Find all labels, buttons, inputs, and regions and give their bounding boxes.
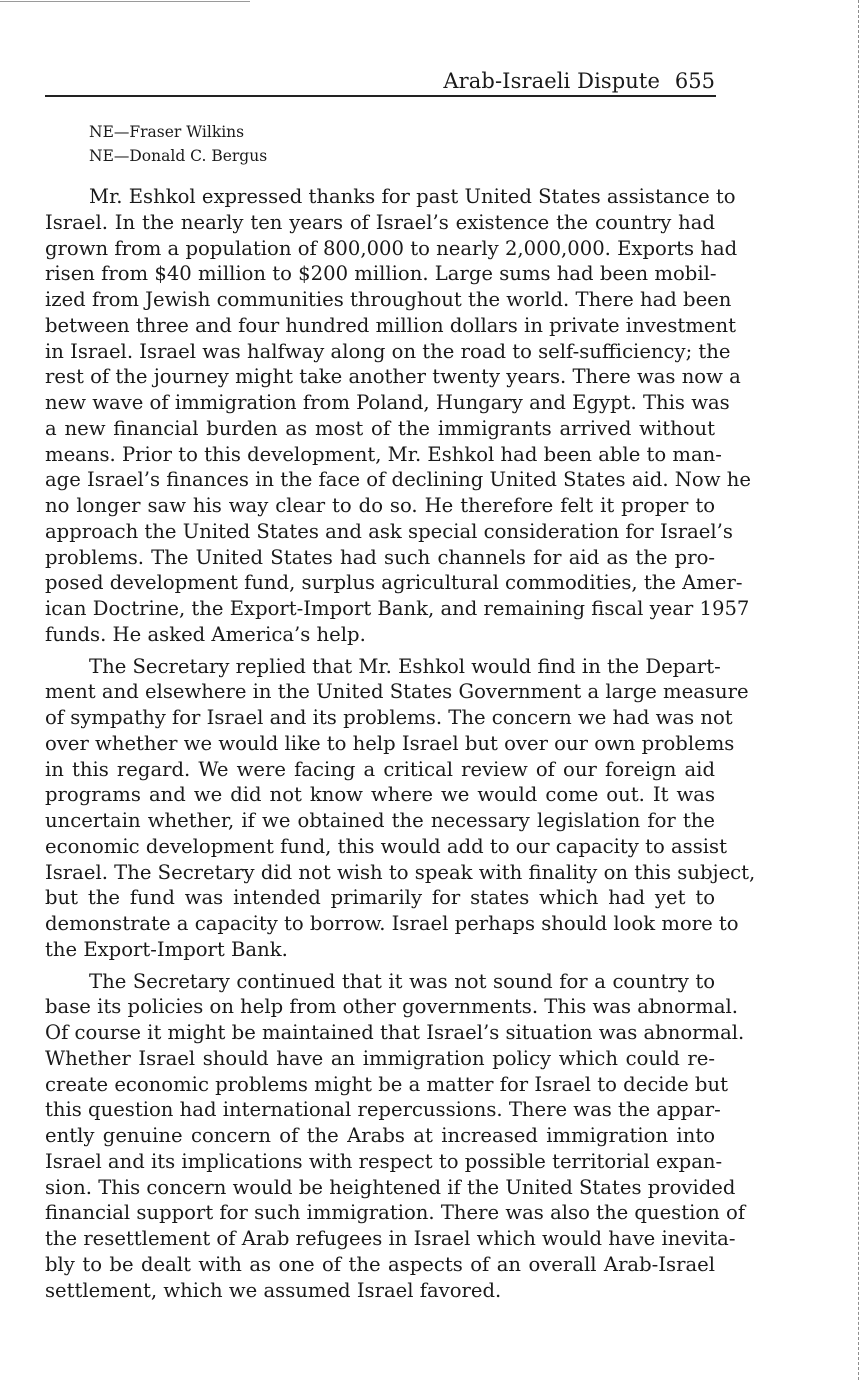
text-line: a new financial burden as most of the immigrants arrived without xyxy=(45,416,715,440)
text-line: approach the United States and ask special consideration for Israel’s xyxy=(45,519,733,543)
text-line: The Secretary continued that it was not sound for a country to xyxy=(89,969,715,993)
distribution-entry: NE—Donald C. Bergus xyxy=(89,147,268,165)
text-line: uncertain whether, if we obtained the necessary legislation for the xyxy=(45,809,715,832)
text-line: Of course it might be maintained that Israel’s situation was abnormal. xyxy=(45,1021,745,1044)
text-line: but the fund was intended primarily for states which had yet to xyxy=(45,886,715,910)
text-line: the Export-Import Bank. xyxy=(45,937,288,961)
text-line: sion. This concern would be heightened if the United States provided xyxy=(45,1175,736,1199)
text-line: this question had international repercussions. There was the appar- xyxy=(45,1098,721,1122)
distribution-list xyxy=(89,120,267,168)
text-line: the resettlement of Arab refugees in Israel which would have inevita- xyxy=(45,1227,736,1250)
text-line: bly to be dealt with as one of the aspects of an overall Arab-Israel xyxy=(45,1252,715,1276)
text-line: risen from $40 million to $200 million. Large sums had been mobil- xyxy=(45,262,717,286)
text-line: ently genuine concern of the Arabs at increased immigration into xyxy=(45,1124,715,1147)
running-head xyxy=(45,66,716,97)
text-line: ment and elsewhere in the United States Government a large measure xyxy=(45,680,749,704)
text-line: programs and we did not know where we would come out. It was xyxy=(45,783,715,807)
body-text xyxy=(45,184,756,1303)
text-line: means. Prior to this development, Mr. Eshkol had been able to man- xyxy=(45,442,722,466)
text-line: demonstrate a capacity to borrow. Israel perhaps should look more to xyxy=(45,912,739,935)
text-line: economic development fund, this would add to our capacity to assist xyxy=(45,834,727,858)
paragraph xyxy=(45,969,746,1304)
text-line: age Israel’s finances in the face of declining United States aid. Now he xyxy=(45,468,751,492)
text-line: settlement, which we assumed Israel favored. xyxy=(45,1278,502,1302)
text-line: in this regard. We were facing a critical review of our foreign aid xyxy=(45,757,715,781)
paragraph xyxy=(45,654,756,963)
text-line: over whether we would like to help Israel but over our own problems xyxy=(45,731,735,755)
text-line: Israel. In the nearly ten years of Israel’s existence the country had xyxy=(45,210,715,234)
text-line: ican Doctrine, the Export-Import Bank, and remaining fiscal year 1957 xyxy=(45,597,750,620)
distribution-entry: NE—Fraser Wilkins xyxy=(89,123,245,141)
text-line: base its policies on help from other governments. This was abnormal. xyxy=(45,995,739,1019)
text-line: Israel and its implications with respect to possible territorial expan- xyxy=(45,1149,723,1173)
text-line: create economic problems might be a matter for Israel to decide but xyxy=(45,1072,728,1096)
paragraph xyxy=(45,184,751,648)
text-line: ized from Jewish communities throughout the world. There had been xyxy=(45,288,732,311)
text-line: no longer saw his way clear to do so. He therefore felt it proper to xyxy=(45,494,715,517)
text-line: of sympathy for Israel and its problems. The concern we had was not xyxy=(45,706,733,729)
text-line: Israel. The Secretary did not wish to speak with finality on this subject, xyxy=(45,860,756,884)
text-line: rest of the journey might take another twenty years. There was now a xyxy=(45,365,741,389)
text-line: new wave of immigration from Poland, Hungary and Egypt. This was xyxy=(45,391,730,414)
text-line: posed development fund, surplus agricultural commodities, the Amer- xyxy=(45,571,743,595)
text-line: financial support for such immigration. There was also the question of xyxy=(45,1201,746,1225)
text-line: The Secretary replied that Mr. Eshkol would find in the Depart- xyxy=(89,654,721,678)
text-line: funds. He asked America’s help. xyxy=(45,622,366,646)
running-head-title: Arab-Israeli Dispute xyxy=(443,69,660,93)
page-number: 655 xyxy=(674,69,715,93)
text-line: grown from a population of 800,000 to nearly 2,000,000. Exports had xyxy=(45,236,738,260)
text-line: in Israel. Israel was halfway along on the road to self-sufficiency; the xyxy=(45,339,731,363)
scan-page-edge xyxy=(858,0,859,1380)
text-line: problems. The United States had such channels for aid as the pro- xyxy=(45,545,715,569)
text-line: Whether Israel should have an immigration policy which could re- xyxy=(45,1046,715,1070)
text-line: between three and four hundred million dollars in private investment xyxy=(45,313,736,337)
scan-top-rule xyxy=(0,1,250,2)
text-line: Mr. Eshkol expressed thanks for past United States assistance to xyxy=(89,185,736,208)
